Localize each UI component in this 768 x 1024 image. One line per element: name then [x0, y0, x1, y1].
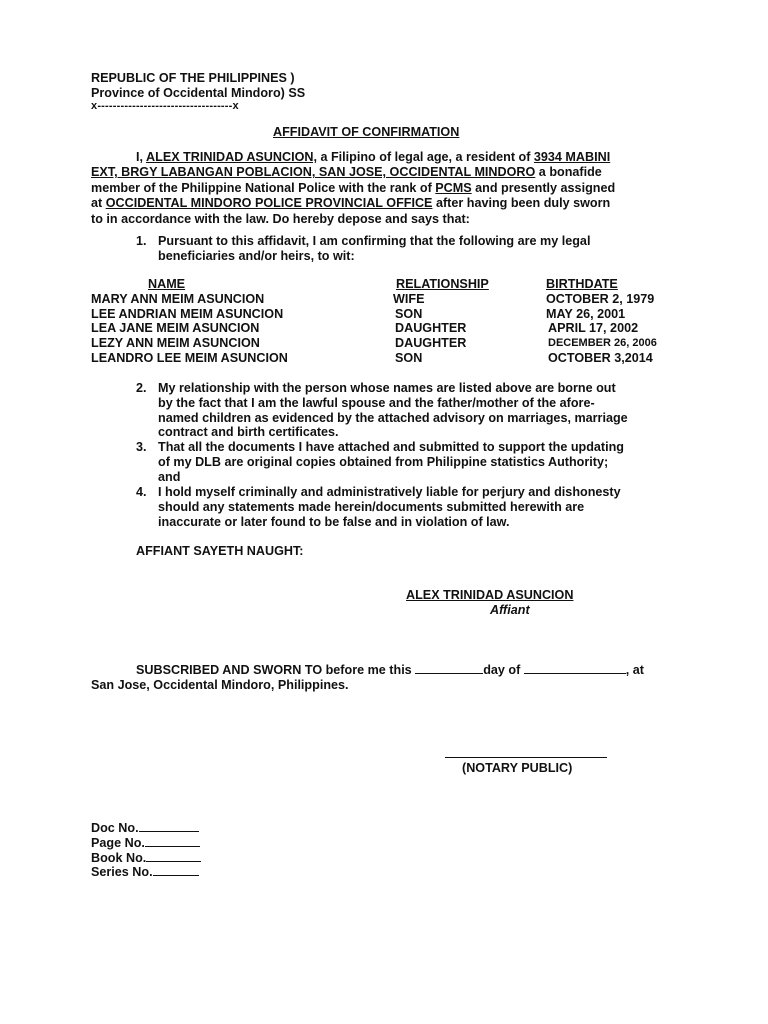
table-row-birthdate: MAY 26, 2001 — [546, 307, 626, 321]
item-3-number: 3. — [136, 440, 147, 454]
item-1 — [136, 234, 681, 264]
table-row-relationship: SON — [395, 351, 423, 365]
item-2 — [136, 381, 681, 440]
item-4 — [136, 485, 681, 529]
table-row-name: LEE ANDRIAN MEIM ASUNCION — [91, 307, 284, 321]
item-2-line: My relationship with the person whose names are listed above are borne out — [158, 381, 616, 395]
notary-signature-line — [445, 757, 607, 758]
table-header-name: NAME — [148, 277, 186, 291]
table-row-birthdate: APRIL 17, 2002 — [548, 321, 639, 335]
book-no-field — [91, 850, 201, 865]
signature-role: Affiant — [490, 603, 530, 617]
signature-name: ALEX TRINIDAD ASUNCION — [406, 588, 574, 602]
office-value: OCCIDENTAL MINDORO POLICE PROVINCIAL OFFICE — [105, 196, 433, 211]
intro-text-7: to in accordance with the law. Do hereby depose and says that: — [91, 211, 470, 226]
table-row-relationship: DAUGHTER — [395, 321, 467, 335]
header-separator: x-----------------------------------x — [91, 100, 239, 112]
doc-no-label: Doc No. — [91, 821, 139, 835]
doc-no-blank — [139, 820, 199, 832]
intro-text-1: a Filipino of legal age, a resident of — [316, 150, 534, 164]
item-2-line: by the fact that I am the lawful spouse and the father/mother of the afore- — [158, 395, 595, 410]
page-no-blank — [145, 835, 200, 847]
table-header-birthdate: BIRTHDATE — [546, 277, 618, 291]
intro-text-4: and presently assigned — [471, 180, 616, 195]
document-title: AFFIDAVIT OF CONFIRMATION — [273, 125, 460, 139]
sworn-location: San Jose, Occidental Mindoro, Philippines. — [91, 678, 349, 692]
notary-public-label: (NOTARY PUBLIC) — [462, 761, 573, 775]
item-1-line: beneficiaries and/or heirs, to wit: — [158, 248, 355, 263]
page-no-label: Page No. — [91, 836, 145, 850]
item-3 — [136, 440, 681, 484]
intro-text-6: after having been duly sworn — [432, 196, 611, 211]
series-no-field — [91, 864, 199, 879]
table-row-name: LEA JANE MEIM ASUNCION — [91, 321, 260, 335]
intro-text-3: member of the Philippine National Police with the rank of — [91, 180, 436, 195]
table-row-relationship: SON — [395, 307, 423, 321]
sworn-text-3: , at — [625, 663, 644, 677]
item-4-line: should any statements made herein/documents submitted herewith are — [158, 499, 585, 514]
series-no-label: Series No. — [91, 865, 153, 879]
series-no-blank — [153, 864, 199, 876]
item-3-line: of my DLB are original copies obtained from Philippine statistics Authority; — [158, 454, 609, 469]
doc-no-field — [91, 820, 199, 835]
rank-value: PCMS — [435, 180, 472, 195]
table-row-name: LEANDRO LEE MEIM ASUNCION — [91, 351, 288, 365]
intro-lead: I, — [136, 150, 147, 164]
item-2-number: 2. — [136, 381, 147, 395]
header-province: Province of Occidental Mindoro) SS — [91, 86, 306, 100]
table-row-relationship: WIFE — [393, 292, 425, 306]
affiant-sayeth-naught: AFFIANT SAYETH NAUGHT: — [136, 544, 304, 558]
header-republic: REPUBLIC OF THE PHILIPPINES ) — [91, 71, 295, 85]
page-no-field — [91, 835, 200, 850]
address-part-1: 3934 MABINI — [533, 150, 611, 164]
intro-text-5: at — [91, 196, 106, 211]
item-4-line: I hold myself criminally and administratively liable for perjury and dishonesty — [158, 485, 621, 499]
item-4-number: 4. — [136, 485, 147, 499]
table-header-relationship: RELATIONSHIP — [396, 277, 489, 291]
sworn-statement — [136, 662, 644, 677]
book-no-label: Book No. — [91, 851, 147, 865]
item-1-line: Pursuant to this affidavit, I am confirming that the following are my legal — [158, 234, 591, 248]
table-row-birthdate: OCTOBER 3,2014 — [548, 351, 653, 365]
item-2-line: contract and birth certificates. — [158, 425, 339, 440]
item-3-line: That all the documents I have attached and submitted to support the updating — [158, 440, 624, 454]
item-1-number: 1. — [136, 234, 147, 248]
book-no-blank — [146, 850, 201, 862]
item-4-line: inaccurate or later found to be false and in violation of law. — [158, 514, 510, 529]
month-blank — [524, 662, 626, 674]
address-part-2: EXT, BRGY LABANGAN POBLACION, SAN JOSE, OCCIDENTAL MINDORO — [91, 165, 536, 180]
table-row-birthdate: DECEMBER 26, 2006 — [548, 337, 657, 349]
table-row-birthdate: OCTOBER 2, 1979 — [546, 292, 655, 306]
intro-paragraph — [91, 150, 681, 227]
sworn-text-1: SUBSCRIBED AND SWORN TO before me this — [136, 663, 416, 677]
intro-text-2: a bonafide — [535, 165, 602, 180]
sworn-text-2: day of — [483, 663, 524, 677]
affiant-name-inline: ALEX TRINIDAD ASUNCION, — [146, 150, 317, 164]
table-row-name: LEZY ANN MEIM ASUNCION — [91, 336, 260, 350]
table-row-relationship: DAUGHTER — [395, 336, 467, 350]
item-2-line: named children as evidenced by the attached advisory on marriages, marriage — [158, 410, 628, 425]
table-row-name: MARY ANN MEIM ASUNCION — [91, 292, 265, 306]
day-blank — [415, 662, 483, 674]
item-3-line: and — [158, 469, 181, 484]
